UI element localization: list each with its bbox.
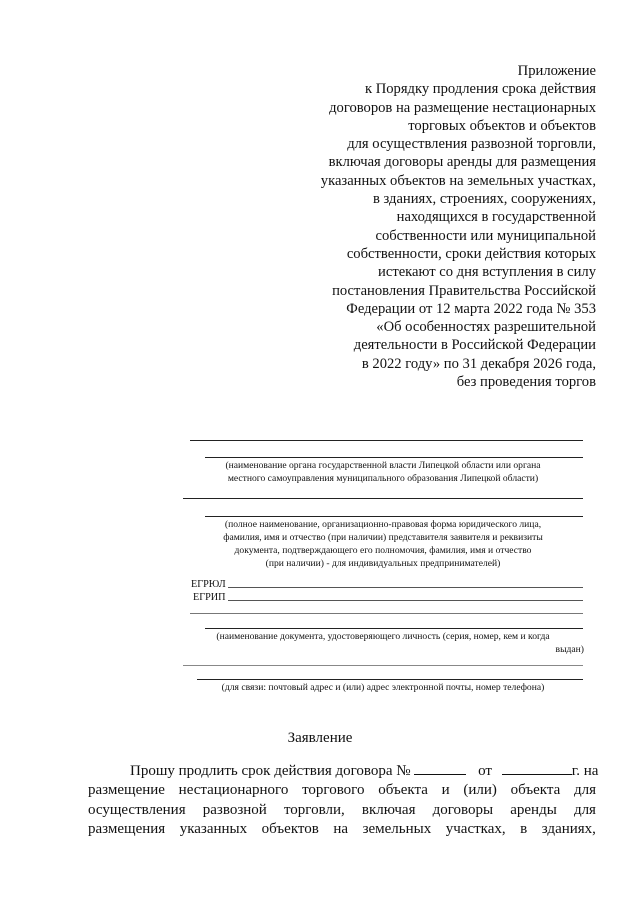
appendix-line: без проведения торгов [456,374,596,391]
statement-text-1a: Прошу продлить срок действия договора № [130,763,411,779]
word: торговли, [283,801,345,818]
id-doc-caption-2: выдан) [555,644,584,655]
word: земельных [362,821,432,838]
applicant-caption-3: документа, подтверждающего его полномочия, фамилия, имя и отчество [234,545,532,556]
applicant-line-1[interactable] [183,498,583,499]
appendix-line: договоров на размещение нестационарных [329,99,596,116]
id-doc-line-1[interactable] [190,613,583,614]
word: для [573,782,596,799]
word: размещение [88,782,165,799]
authority-caption-1: (наименование органа государственной власти Липецкой области или органа [225,460,541,471]
word: аренды [510,801,557,818]
appendix-line: собственности или муниципальной [375,227,596,244]
statement-line-1 [88,760,599,781]
statement-body [88,760,599,840]
applicant-caption-2: фамилия, имя и отчество (при наличии) представителя заявителя и реквизиты [223,532,543,543]
applicant-caption-1: (полное наименование, организационно-правовая форма юридического лица, [224,519,542,530]
authority-line-1[interactable] [190,440,583,441]
word: (или) [463,782,497,799]
appendix-line: Федерации от 12 марта 2022 года № 353 [346,300,596,317]
egrul-input-line[interactable] [228,587,583,588]
egrul-row [191,579,583,590]
word: осуществления [88,801,186,818]
word: в [520,821,528,838]
appendix-line: включая договоры аренды для размещения [328,154,596,171]
word: и [441,782,450,799]
appendix-header [250,62,596,391]
appendix-line: в 2022 году» по 31 декабря 2026 года, [361,355,596,372]
contact-line-1[interactable] [183,665,583,666]
word: объекта [510,782,561,799]
word: торгового [302,782,365,799]
statement-line-2 [88,781,596,800]
word: на [333,821,349,838]
id-doc-line-2[interactable] [205,628,583,629]
appendix-line: торговых объектов и объектов [408,117,596,134]
appendix-line: Приложение [517,63,596,79]
appendix-line: собственности, сроки действия которых [346,245,596,262]
word: включая [361,801,416,818]
contract-date-field[interactable] [502,760,572,775]
appendix-line: для осуществления развозной торговли, [347,136,596,153]
statement-line-4 [88,820,596,839]
word: объектов [261,821,319,838]
appendix-line: к Порядку продления срока действия [364,81,596,98]
word: развозной [202,801,267,818]
appendix-line: указанных объектов на земельных участках, [320,172,596,189]
authority-line-2[interactable] [205,457,583,458]
egrul-label: ЕГРЮЛ [191,579,226,590]
id-doc-caption-1: (наименование документа, удостоверяющего личность (серия, номер, кем и когда [216,631,550,642]
authority-caption-2: местного самоуправления муниципального образования Липецкой области) [227,473,539,484]
contact-line-2[interactable] [197,679,583,680]
egrip-row [193,592,583,603]
statement-line-3 [88,801,596,820]
appendix-line: в зданиях, строениях, сооружениях, [372,191,596,208]
appendix-line: «Об особенностях разрешительной [376,319,596,336]
word: участках, [445,821,506,838]
statement-title: Заявление [287,730,353,746]
appendix-line: деятельности в Российской Федерации [353,337,596,354]
word: зданиях, [541,821,596,838]
word: указанных [179,821,248,838]
appendix-line: находящихся в государственной [396,209,596,226]
word: объекта [378,782,428,799]
statement-text-1b: от [478,763,492,779]
egrip-label: ЕГРИП [193,592,226,603]
appendix-line: истекают со дня вступления в силу [378,264,596,281]
word: нестационарного [178,782,289,799]
egrip-input-line[interactable] [228,600,584,601]
word: размещения [88,821,166,838]
word: для [573,801,596,818]
contract-number-field[interactable] [414,760,466,775]
word: договоры [432,801,494,818]
appendix-line: постановления Правительства Российской [332,282,596,299]
contact-caption: (для связи: почтовый адрес и (или) адрес электронной почты, номер телефона) [221,682,545,693]
statement-text-1c: г. на [571,763,599,779]
applicant-line-2[interactable] [205,516,583,517]
applicant-caption-4: (при наличии) - для индивидуальных предпринимателей) [265,558,501,569]
